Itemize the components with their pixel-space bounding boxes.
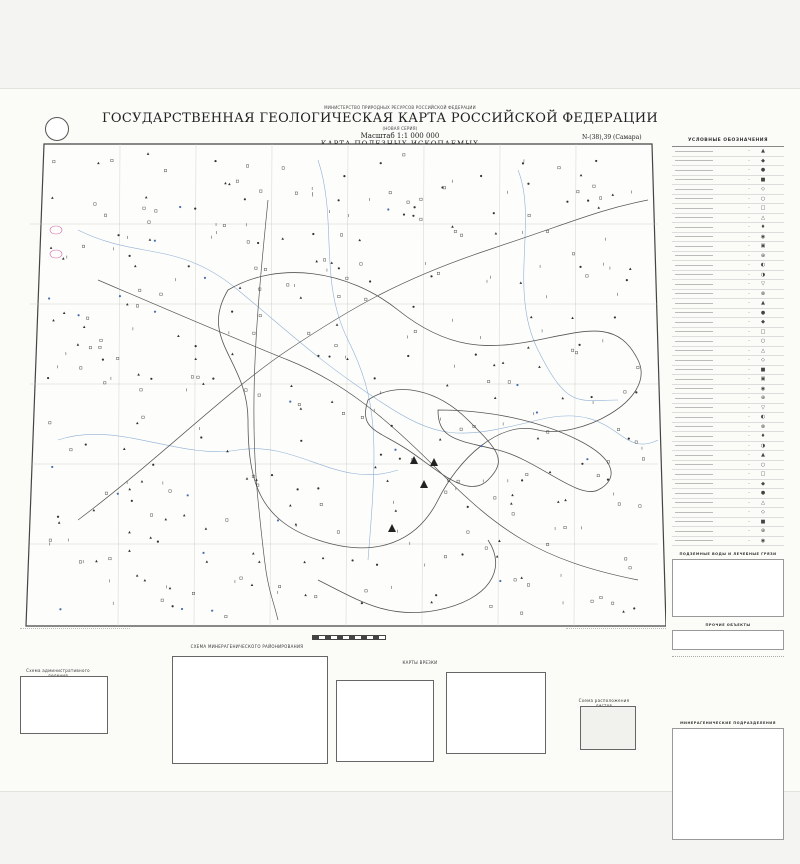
maps-insets-title: КАРТЫ ВРЕЗКИ [402,660,438,665]
legend-row-label [672,453,742,457]
legend-row [672,375,784,385]
legend-row [672,347,784,357]
deposit-symbol [277,519,279,521]
deposit-symbol [581,463,583,465]
legend-row [672,280,784,290]
legend-symbol: ▲ [761,300,765,307]
legend-symbol: ▽ [761,281,765,288]
legend-row-label [672,244,742,248]
legend-row [672,499,784,509]
legend-row [672,223,784,233]
deposit-symbol [188,265,190,267]
legend-symbol: · [748,423,750,430]
legend-symbol: ◉ [760,385,766,392]
scale-bar [312,635,386,640]
deposit-symbol [628,437,630,439]
legend-row [672,489,784,499]
sheets-scheme-title: Схема расположения [578,698,630,703]
legend-symbol: △ [761,499,765,506]
deposit-symbol [119,295,121,297]
deposit-symbol [204,277,206,279]
deposit-symbol [536,411,538,413]
legend-symbol: □ [760,205,766,212]
legend-symbol: · [748,271,750,278]
legend-symbol: · [748,452,750,459]
legend-symbol: ◇ [761,186,765,193]
legend-row-label [672,320,742,324]
legend-row-label [672,292,742,296]
deposit-symbol [129,255,131,257]
mineragenic-title: МИНЕРАГЕНИЧЕСКИЕ ПОДРАЗДЕЛЕНИЯ [680,721,776,725]
deposit-symbol [369,280,371,282]
legend-symbol: · [748,480,750,487]
deposit-symbol [614,316,616,318]
deposit-symbol [338,267,340,269]
legend-symbol: △ [761,347,765,354]
legend-symbol: □ [760,328,766,335]
deposit-symbol [312,233,314,235]
legend-symbol: · [748,195,750,202]
deposit-symbol [595,160,597,162]
legend-symbol: ◐ [760,262,766,269]
legend-row-label [672,254,742,258]
legend-row [672,176,784,186]
deposit-symbol [578,344,580,346]
other-objects-title: ПРОЧИЕ ОБЪЕКТЫ [705,623,751,627]
deposit-symbol [179,206,181,208]
legend-symbol: ◆ [761,319,765,326]
legend-row [672,470,784,480]
legend-symbol: · [748,385,750,392]
legend-symbol: · [748,205,750,212]
deposit-symbol [407,355,409,357]
deposit-symbol [48,297,50,299]
deposit-symbol [493,212,495,214]
deposit-symbol [430,275,432,277]
legend-symbol: · [748,233,750,240]
zoning-inset [172,656,328,764]
legend-symbol: · [748,186,750,193]
deposit-symbol [480,445,482,447]
deposit-symbol [480,175,482,177]
legend-row [672,261,784,271]
legend-row [672,442,784,452]
legend-symbol: ● [760,167,766,174]
legend-symbol: ▣ [760,243,766,250]
legend-row [672,432,784,442]
legend-row [672,252,784,262]
legend-row-label [672,187,742,191]
sheets-scheme [580,706,636,750]
legend-symbol: ▽ [761,404,765,411]
legend-symbol: ● [760,490,766,497]
legend-symbol: · [748,366,750,373]
legend-row [672,404,784,414]
legend-row-label [672,520,742,524]
deposit-symbol [231,311,233,313]
legend-notes [672,656,784,717]
deposit-symbol [102,358,104,360]
legend-row [672,394,784,404]
legend-symbol: · [748,176,750,183]
deposit-symbol [152,464,154,466]
legend-symbol: · [748,499,750,506]
legend-row [672,537,784,547]
legend-row-label [672,444,742,448]
legend-symbol: · [748,328,750,335]
legend-row-label [672,216,742,220]
deposit-symbol [131,500,133,502]
deposit-symbol [412,306,414,308]
deposit-symbol [566,201,568,203]
deposit-symbol [633,607,635,609]
groundwater-title: ПОДЗЕМНЫЕ ВОДЫ И ЛЕЧЕБНЫЕ ГРЯЗИ [679,552,777,556]
legend-symbol: ▲ [761,148,765,155]
legend-symbol: ○ [760,461,766,468]
legend-symbol: · [748,537,750,544]
deposit-symbol [271,474,273,476]
legend-symbol: · [748,347,750,354]
legend-symbol: ◇ [761,357,765,364]
legend-row [672,480,784,490]
deposit-symbol [289,400,291,402]
deposit-symbol [51,466,53,468]
legend-row-label [672,311,742,315]
legend-row-label [672,178,742,182]
legend-row-label [672,396,742,400]
legend-row-label [672,472,742,476]
deposit-symbol [403,213,405,215]
legend-symbol: ♦ [760,433,766,440]
legend-row [672,451,784,461]
legend-row-label [672,529,742,533]
legend-row [672,214,784,224]
legend-symbol: · [748,490,750,497]
legend-row-label [672,349,742,353]
deposit-symbol [187,494,189,496]
deposit-symbol [47,377,49,379]
legend-row-label [672,482,742,486]
legend-row-label [672,368,742,372]
deposit-symbol [380,162,382,164]
legend-row [672,527,784,537]
deposit-symbol [467,506,469,508]
legend-row [672,204,784,214]
deposit-symbol [154,240,156,242]
legend-row [672,328,784,338]
deposit-symbol [413,206,415,208]
deposit-symbol [195,345,197,347]
deposit-symbol [57,516,59,518]
main-map [18,140,666,640]
legend-symbol: ◇ [761,509,765,516]
legend-row [672,271,784,281]
admin-inset [20,676,108,734]
deposit-symbol [244,198,246,200]
legend-row-label [672,377,742,381]
legend-symbol: ○ [760,195,766,202]
legend-row-label [672,501,742,505]
legend-row-label [672,235,742,239]
deposit-symbol [59,608,61,610]
legend-symbol: ⊕ [760,528,766,535]
groundwater-table [672,559,784,617]
legend-row [672,309,784,319]
legend-symbol: · [748,167,750,174]
deposit-symbol [579,266,581,268]
deposit-symbol [338,199,340,201]
legend-row-label [672,330,742,334]
legend-symbol: · [748,224,750,231]
legend-symbol: ■ [760,518,766,525]
deposit-symbol [172,605,174,607]
legend-row-label [672,197,742,201]
deposit-symbol [521,479,523,481]
legend-symbol: ◑ [760,442,766,449]
deposit-symbol [399,458,401,460]
legend-row-label [672,159,742,163]
legend-row-label [672,425,742,429]
ministry-caption: МИНИСТЕРСТВО ПРИРОДНЫХ РЕСУРСОВ РОССИЙСКОЙ ФЕДЕРАЦИИ [324,105,476,110]
deposit-symbol [181,608,183,610]
legend-row [672,356,784,366]
legend-row [672,147,784,157]
deposit-symbol [117,234,119,236]
legend-symbol: △ [761,214,765,221]
editors-notes [566,628,666,663]
legend-row-label [672,149,742,153]
legend-symbol: ♦ [760,224,766,231]
legend-symbol: ⊕ [760,395,766,402]
legend-row [672,337,784,347]
legend-row [672,233,784,243]
legend-symbol: ■ [760,366,766,373]
legend-row-label [672,539,742,543]
legend-symbol: · [748,509,750,516]
legend-row-label [672,463,742,467]
deposit-symbol [516,384,518,386]
legend-symbol: · [748,518,750,525]
deposit-symbol [328,355,330,357]
legend-symbol: · [748,461,750,468]
deposit-symbol [343,175,345,177]
legend-symbol: ▣ [760,376,766,383]
legend-row [672,413,784,423]
legend-symbol: ⊗ [760,423,766,430]
deposit-symbol [591,396,593,398]
legend-symbol: · [748,157,750,164]
inset-map-right [446,672,546,754]
legend-row-label [672,387,742,391]
legend-symbol: · [748,433,750,440]
admin-inset-title: Схема административного [26,668,90,673]
legend-symbol: · [748,376,750,383]
legend-row-label [672,358,742,362]
authors-notes [20,628,130,665]
deposit-symbol [200,436,202,438]
legend-row [672,461,784,471]
legend-symbol: · [748,395,750,402]
deposit-symbol [297,488,299,490]
legend-symbol: ◉ [760,537,766,544]
legend-symbol: · [748,290,750,297]
legend-row-label [672,273,742,277]
deposit-symbol [85,443,87,445]
legend-symbol: ⊗ [760,290,766,297]
legend-row-label [672,415,742,419]
legend-row [672,299,784,309]
deposit-symbol [150,378,152,380]
ministry-logo [45,117,69,141]
deposit-symbol [212,378,214,380]
deposit-symbol [361,602,363,604]
legend-row-label [672,301,742,305]
zoning-inset-title: СХЕМА МИНЕРАГЕНИЧЕСКОГО РАЙОНИРОВАНИЯ [190,644,304,649]
legend-symbol: · [748,300,750,307]
legend-row [672,508,784,518]
legend-row-label [672,510,742,514]
legend-row [672,185,784,195]
legend-row-label [672,206,742,210]
deposit-symbol [527,183,529,185]
legend-row [672,195,784,205]
legend-rows [672,146,784,546]
deposit-symbol [499,580,501,582]
legend-row [672,242,784,252]
legend-symbol: · [748,414,750,421]
deposit-symbol [626,279,628,281]
deposit-symbol [117,493,119,495]
legend-symbol: · [748,214,750,221]
deposit-symbol [214,160,216,162]
series-caption: (НОВАЯ СЕРИЯ) [382,126,418,131]
legend-row [672,157,784,167]
legend-row-label [672,406,742,410]
deposit-symbol [77,314,79,316]
legend-row [672,166,784,176]
legend-symbol: · [748,357,750,364]
deposit-symbol [586,458,588,460]
sheet-code: N-(38),39 (Самара) [582,134,642,141]
deposit-symbol [412,215,414,217]
deposit-symbol [394,449,396,451]
legend-symbol: · [748,243,750,250]
legend-row [672,385,784,395]
legend-symbol: · [748,281,750,288]
legend-symbol: · [748,262,750,269]
legend-symbol: · [748,442,750,449]
deposit-symbol [461,553,463,555]
deposit-symbol [522,162,524,164]
legend-symbol: · [748,319,750,326]
legend-row-label [672,263,742,267]
legend-panel [672,138,784,778]
deposit-symbol [587,200,589,202]
deposit-symbol [154,311,156,313]
inset-map-left [336,680,434,762]
mineragenic-table [672,728,784,840]
legend-row [672,366,784,376]
legend-row-label [672,434,742,438]
legend-symbol: · [748,471,750,478]
legend-row-label [672,491,742,495]
deposit-symbol [202,552,204,554]
deposit-symbol [387,208,389,210]
legend-row [672,290,784,300]
legend-title: УСЛОВНЫЕ ОБОЗНАЧЕНИЯ [687,138,769,143]
legend-symbol: ▲ [761,452,765,459]
deposit-symbol [317,487,319,489]
legend-symbol: · [748,338,750,345]
deposit-symbol [475,354,477,356]
deposit-symbol [300,440,302,442]
legend-row [672,518,784,528]
legend-symbol: ◆ [761,157,765,164]
legend-symbol: ⊕ [760,252,766,259]
legend-row [672,318,784,328]
legend-symbol: ◑ [760,271,766,278]
legend-row-label [672,339,742,343]
other-objects-table [672,630,784,650]
deposit-symbol [380,454,382,456]
legend-row-label [672,282,742,286]
deposit-symbol [157,541,159,543]
legend-symbol: ◆ [761,480,765,487]
legend-symbol: ◉ [760,233,766,240]
deposit-symbol [317,355,319,357]
deposit-symbol [376,564,378,566]
deposit-symbol [635,391,637,393]
legend-symbol: · [748,252,750,259]
deposit-symbol [607,479,609,481]
deposit-symbol [374,377,376,379]
legend-symbol: ■ [760,176,766,183]
deposit-symbol [194,208,196,210]
page-title: ГОСУДАРСТВЕННАЯ ГЕОЛОГИЧЕСКАЯ КАРТА РОССИЙСКОЙ ФЕДЕРАЦИИ [102,111,658,126]
deposit-symbol [257,242,259,244]
deposit-symbol [391,425,393,427]
legend-symbol: ○ [760,338,766,345]
scale-caption: Масштаб 1:1 000 000 [360,132,440,140]
deposit-symbol [351,559,353,561]
legend-symbol: ● [760,309,766,316]
legend-symbol: · [748,148,750,155]
legend-symbol: · [748,309,750,316]
legend-symbol: □ [760,471,766,478]
legend-row [672,423,784,433]
legend-symbol: · [748,404,750,411]
legend-row-label [672,168,742,172]
legend-symbol: ◐ [760,414,766,421]
legend-symbol: · [748,528,750,535]
legend-row-label [672,225,742,229]
deposit-symbol [435,594,437,596]
deposit-symbol [211,610,213,612]
